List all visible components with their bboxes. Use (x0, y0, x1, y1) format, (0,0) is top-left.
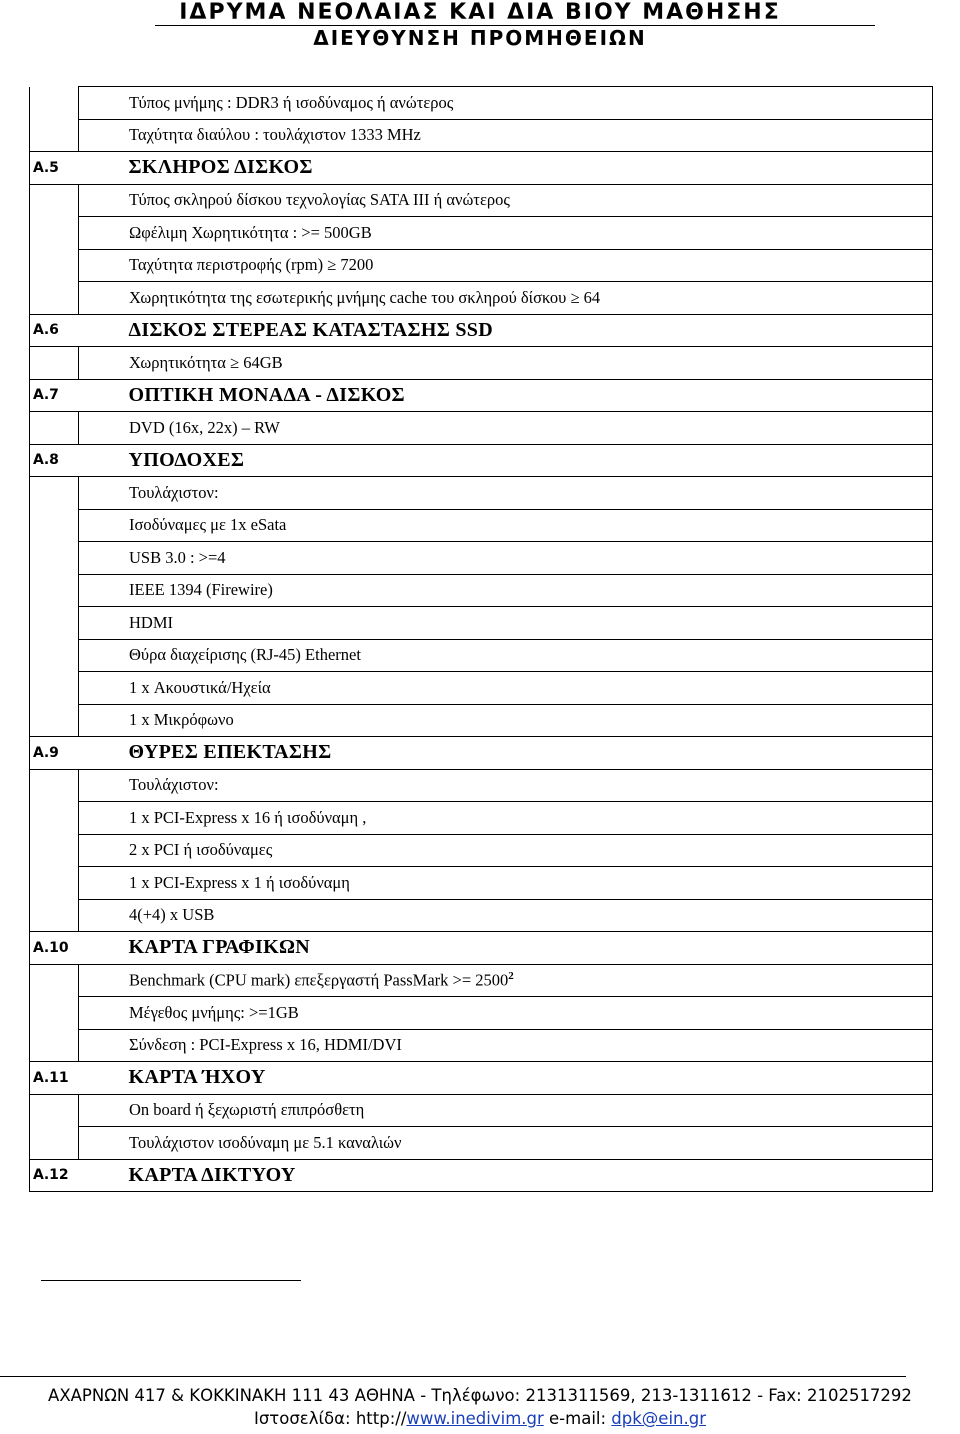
section-row (30, 1062, 933, 1095)
row-text: Ισοδύναμες με 1x eSata (129, 515, 287, 535)
row-code-cell (30, 152, 79, 185)
section-code: Α.8 (33, 452, 59, 469)
spec-item (79, 125, 932, 145)
row-code-cell (30, 119, 79, 152)
section-row (30, 444, 933, 477)
row-text: Τουλάχιστον ισοδύναμη με 5.1 καναλιών (129, 1132, 402, 1152)
spec-item (79, 223, 932, 243)
footer-contact (0, 1408, 960, 1430)
item-row (30, 249, 933, 282)
section-title (79, 384, 933, 407)
row-code-cell (30, 1127, 79, 1160)
row-text: ΚΑΡΤΑ ΉΧΟΥ (128, 1066, 266, 1089)
row-text: Τουλάχιστον: (129, 775, 219, 795)
row-text-cell (79, 379, 933, 412)
row-text-cell (79, 249, 933, 282)
spec-item (79, 873, 932, 893)
section-title (79, 449, 933, 472)
item-row (30, 477, 933, 510)
row-text: HDMI (129, 612, 173, 632)
website-link[interactable]: www.inedivim.gr (406, 1409, 544, 1428)
row-text: On board ή ξεχωριστή επιπρόσθετη (129, 1100, 365, 1120)
row-text-cell (79, 314, 933, 347)
item-row (30, 1127, 933, 1160)
row-code-cell (30, 477, 79, 510)
row-code-cell (30, 964, 79, 997)
row-text-cell (79, 737, 933, 770)
row-text: Σύνδεση : PCI-Express x 16, HDMI/DVI (129, 1035, 402, 1055)
row-text-cell (79, 1127, 933, 1160)
spec-item (79, 190, 932, 210)
item-row (30, 802, 933, 835)
section-row (30, 1159, 933, 1192)
item-row (30, 217, 933, 250)
section-code: Α.11 (33, 1069, 69, 1086)
row-code-cell (30, 574, 79, 607)
website-label: Ιστοσελίδα: http:// (253, 1409, 407, 1428)
row-code-cell (30, 542, 79, 575)
row-code-cell (30, 769, 79, 802)
spec-item (79, 970, 932, 991)
item-row (30, 119, 933, 152)
row-text: Benchmark (CPU mark) επεξεργαστή PassMark >= 2500 (129, 970, 509, 990)
section-title (79, 156, 933, 179)
item-row (30, 1029, 933, 1062)
spec-item (79, 580, 932, 600)
item-row (30, 672, 933, 705)
row-text: ΚΑΡΤΑ ΓΡΑΦΙΚΩΝ (128, 936, 311, 959)
row-text: 1 x PCI-Express x 1 ή ισοδύναμη (129, 872, 350, 892)
row-text: 4(+4) x USB (129, 905, 215, 925)
item-row (30, 509, 933, 542)
row-code-cell (30, 282, 79, 315)
section-code: Α.5 (33, 159, 59, 176)
row-code-cell (30, 1029, 79, 1062)
item-row (30, 347, 933, 380)
row-text-cell (79, 509, 933, 542)
spec-item (79, 288, 932, 308)
row-code-cell (30, 412, 79, 445)
item-row (30, 184, 933, 217)
row-text-cell (79, 802, 933, 835)
row-code-cell (30, 249, 79, 282)
row-text-cell (79, 282, 933, 315)
section-title (79, 1066, 933, 1089)
row-text-cell (79, 639, 933, 672)
section-code: Α.9 (33, 744, 59, 761)
spec-item (79, 515, 932, 535)
row-code-cell (30, 672, 79, 705)
item-row (30, 964, 933, 997)
row-text-cell (79, 87, 933, 120)
item-row (30, 997, 933, 1030)
row-text: ΟΠΤΙΚΗ ΜΟΝΑΔΑ - ΔΙΣΚΟΣ (128, 383, 405, 406)
row-text-cell (79, 184, 933, 217)
spec-item (79, 808, 932, 828)
row-code-cell (30, 444, 79, 477)
row-text: Τύπος μνήμης : DDR3 ή ισοδύναμος ή ανώτερος (129, 92, 454, 112)
section-row (30, 932, 933, 965)
row-text: Θύρα διαχείρισης (RJ-45) Ethernet (129, 645, 361, 665)
row-code-cell (30, 867, 79, 900)
row-text-cell (79, 607, 933, 640)
row-text-cell (79, 899, 933, 932)
row-code-cell (30, 1094, 79, 1127)
row-text: Χωρητικότητα ≥ 64GB (129, 352, 283, 372)
item-row (30, 639, 933, 672)
row-text: USB 3.0 : >=4 (129, 547, 226, 567)
row-text: ΔΙΣΚΟΣ ΣΤΕΡΕΑΣ ΚΑΤΑΣΤΑΣΗΣ SSD (128, 318, 493, 341)
row-text-cell (79, 1029, 933, 1062)
row-text-cell (79, 477, 933, 510)
email-link[interactable]: dpk@ein.gr (611, 1409, 706, 1428)
row-text-cell (79, 769, 933, 802)
row-text-cell (79, 412, 933, 445)
page-header (0, 0, 960, 56)
row-code-cell (30, 1062, 79, 1095)
item-row (30, 899, 933, 932)
row-text-cell (79, 834, 933, 867)
footnote-marker: 2 (508, 970, 514, 982)
spec-item (79, 548, 932, 568)
item-row (30, 87, 933, 120)
email-label: e-mail: (549, 1409, 612, 1428)
row-text-cell (79, 119, 933, 152)
row-code-cell (30, 217, 79, 250)
row-code-cell (30, 314, 79, 347)
item-row (30, 542, 933, 575)
spec-item (79, 678, 932, 698)
spec-item (79, 1003, 932, 1023)
spec-item (79, 353, 932, 373)
row-text-cell (79, 574, 933, 607)
row-text-cell (79, 867, 933, 900)
section-title (79, 936, 933, 959)
row-text-cell (79, 672, 933, 705)
row-code-cell (30, 184, 79, 217)
item-row (30, 834, 933, 867)
section-code: Α.6 (33, 322, 59, 339)
row-text-cell (79, 217, 933, 250)
row-text: Ταχύτητα περιστροφής (rpm) ≥ 7200 (129, 255, 374, 275)
row-code-cell (30, 932, 79, 965)
row-code-cell (30, 704, 79, 737)
row-text-cell (79, 932, 933, 965)
row-text-cell (79, 964, 933, 997)
spec-item (79, 710, 932, 730)
row-text: Τύπος σκληρού δίσκου τεχνολογίας SATA III ή ανώτερος (129, 190, 510, 210)
item-row (30, 769, 933, 802)
section-row (30, 152, 933, 185)
row-text: IEEE 1394 (Firewire) (129, 580, 273, 600)
spec-item (79, 1100, 932, 1120)
section-code: Α.12 (33, 1167, 69, 1184)
row-text: ΘΥΡΕΣ ΕΠΕΚΤΑΣΗΣ (128, 741, 332, 764)
footnote-separator (41, 1280, 301, 1281)
row-text: Ωφέλιμη Χωρητικότητα : >= 500GB (129, 222, 372, 242)
spec-item (79, 645, 932, 665)
row-text-cell (79, 1094, 933, 1127)
row-text: ΣΚΛΗΡΟΣ ΔΙΣΚΟΣ (128, 156, 313, 179)
row-code-cell (30, 802, 79, 835)
specifications-table (29, 86, 933, 1192)
row-code-cell (30, 509, 79, 542)
row-text: Τουλάχιστον: (129, 482, 219, 502)
row-text-cell (79, 152, 933, 185)
row-text: Ταχύτητα διαύλου : τουλάχιστον 1333 MHz (129, 125, 421, 145)
item-row (30, 282, 933, 315)
section-code: Α.10 (33, 939, 69, 956)
row-code-cell (30, 899, 79, 932)
row-code-cell (30, 639, 79, 672)
row-text-cell (79, 1062, 933, 1095)
row-text: 1 x Ακουστικά/Ηχεία (129, 677, 271, 697)
spec-item (79, 775, 932, 795)
spec-item (79, 905, 932, 925)
row-code-cell (30, 347, 79, 380)
item-row (30, 1094, 933, 1127)
row-text: ΚΑΡΤΑ ΔΙΚΤΥΟΥ (128, 1163, 296, 1186)
row-text: Χωρητικότητα της εσωτερικής μνήμης cache του σκληρού δίσκου ≥ 64 (129, 287, 601, 307)
spec-item (79, 255, 932, 275)
spec-item (79, 418, 932, 438)
row-code-cell (30, 737, 79, 770)
organization-title: ΙΔΡΥΜΑ ΝΕΟΛΑΙΑΣ ΚΑΙ ΔΙΑ ΒΙΟΥ ΜΑΘΗΣΗΣ (179, 0, 781, 25)
section-title (79, 1164, 933, 1187)
row-text: 2 x PCI ή ισοδύναμες (129, 840, 273, 860)
footer-address: ΑΧΑΡΝΩΝ 417 & ΚΟΚΚΙΝΑΚΗ 111 43 ΑΘΗΝΑ - Τηλέφωνο: 2131311569, 213-1311612 - Fax: 2102517292 (48, 1386, 912, 1405)
specifications-body (30, 87, 933, 1192)
section-row (30, 737, 933, 770)
section-title (79, 319, 933, 342)
section-title (79, 741, 933, 764)
row-code-cell (30, 379, 79, 412)
row-text-cell (79, 444, 933, 477)
spec-item (79, 1035, 932, 1055)
section-row (30, 314, 933, 347)
spec-item (79, 840, 932, 860)
row-text-cell (79, 997, 933, 1030)
row-code-cell (30, 607, 79, 640)
item-row (30, 867, 933, 900)
row-text-cell (79, 1159, 933, 1192)
row-text-cell (79, 347, 933, 380)
department-title: ΔΙΕΥΘΥΝΣΗ ΠΡΟΜΗΘΕΙΩΝ (313, 26, 647, 50)
row-text: Μέγεθος μνήμης: >=1GB (129, 1002, 299, 1022)
section-row (30, 379, 933, 412)
row-code-cell (30, 834, 79, 867)
row-text: 1 x PCI-Express x 16 ή ισοδύναμη , (129, 807, 367, 827)
footer-rule (0, 1376, 906, 1377)
row-text: 1 x Μικρόφωνο (129, 710, 234, 730)
row-code-cell (30, 1159, 79, 1192)
item-row (30, 704, 933, 737)
item-row (30, 412, 933, 445)
row-code-cell (30, 997, 79, 1030)
spec-item (79, 483, 932, 503)
row-text: DVD (16x, 22x) – RW (129, 417, 280, 437)
item-row (30, 574, 933, 607)
section-code: Α.7 (33, 387, 59, 404)
spec-item (79, 1133, 932, 1153)
spec-item (79, 613, 932, 633)
row-text-cell (79, 704, 933, 737)
row-text-cell (79, 542, 933, 575)
item-row (30, 607, 933, 640)
row-code-cell (30, 87, 79, 120)
row-text: ΥΠΟΔΟΧΕΣ (128, 448, 245, 471)
spec-item (79, 93, 932, 113)
